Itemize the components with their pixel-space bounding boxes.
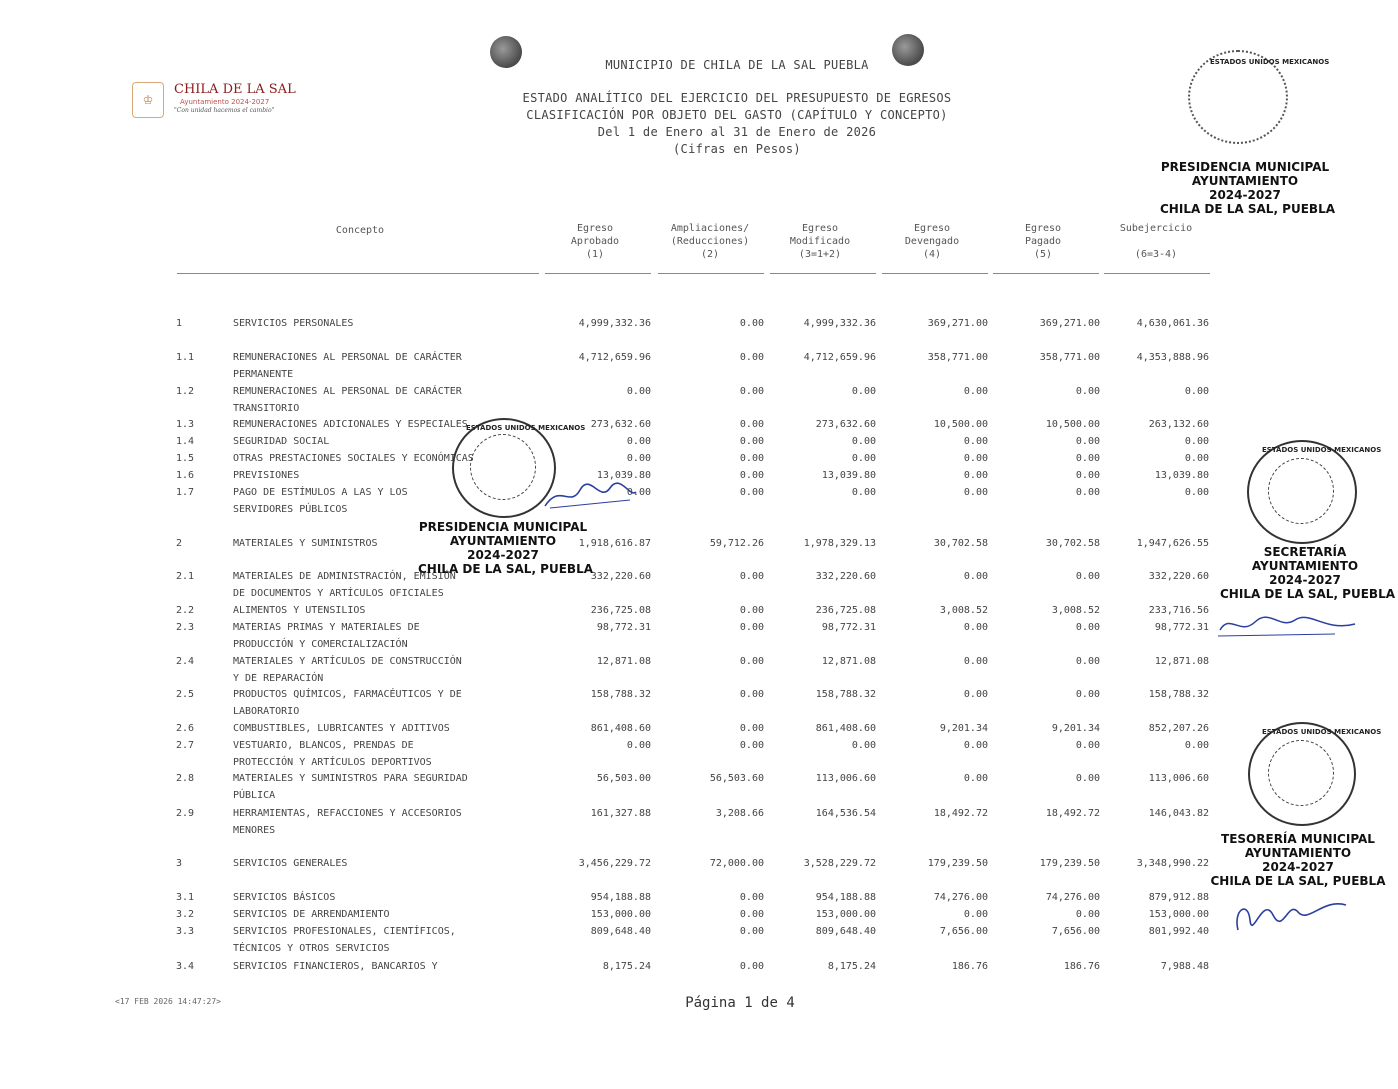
row-modificado: 4,999,332.36 bbox=[803, 318, 876, 329]
row-aprobado: 4,999,332.36 bbox=[578, 318, 651, 329]
row-concept: SERVICIOS FINANCIEROS, BANCARIOS Y bbox=[233, 961, 438, 972]
print-timestamp: <17 FEB 2026 14:47:27> bbox=[115, 997, 221, 1006]
row-subejercicio: 0.00 bbox=[1184, 453, 1209, 464]
row-concept: PRODUCTOS QUÍMICOS, FARMACÉUTICOS Y DE bbox=[233, 689, 462, 700]
col-header-pagado: Egreso Pagado (5) bbox=[1024, 223, 1062, 260]
row-modificado: 164,536.54 bbox=[815, 808, 876, 819]
row-devengado: 0.00 bbox=[963, 773, 988, 784]
row-subejercicio: 4,353,888.96 bbox=[1136, 352, 1209, 363]
tesoreria-seal-eagle bbox=[1268, 740, 1334, 806]
row-aprobado: 12,871.08 bbox=[596, 656, 651, 667]
row-aprobado: 161,327.88 bbox=[590, 808, 651, 819]
row-modificado: 0.00 bbox=[851, 436, 876, 447]
row-aprobado: 236,725.08 bbox=[590, 605, 651, 616]
row-modificado: 13,039.80 bbox=[821, 470, 876, 481]
header-rule-4 bbox=[882, 273, 988, 274]
row-number: 3 bbox=[176, 858, 183, 869]
report-classification: CLASIFICACIÓN POR OBJETO DEL GASTO (CAPÍTULO Y CONCEPTO) bbox=[526, 108, 948, 122]
row-concept: MATERIALES DE ADMINISTRACIÓN, EMISIÓN bbox=[233, 571, 456, 582]
row-devengado: 7,656.00 bbox=[939, 926, 988, 937]
row-pagado: 10,500.00 bbox=[1045, 419, 1100, 430]
page-number: Página 1 de 4 bbox=[685, 995, 795, 1011]
row-modificado: 1,978,329.13 bbox=[803, 538, 876, 549]
row-devengado: 3,008.52 bbox=[939, 605, 988, 616]
row-modificado: 332,220.60 bbox=[815, 571, 876, 582]
row-concept: REMUNERACIONES AL PERSONAL DE CARÁCTER bbox=[233, 386, 462, 397]
row-devengado: 74,276.00 bbox=[933, 892, 988, 903]
row-subejercicio: 801,992.40 bbox=[1148, 926, 1209, 937]
row-number: 2.3 bbox=[176, 622, 195, 633]
row-concept-continued: TÉCNICOS Y OTROS SERVICIOS bbox=[233, 943, 390, 954]
row-modificado: 3,528,229.72 bbox=[803, 858, 876, 869]
row-aprobado: 1,918,616.87 bbox=[578, 538, 651, 549]
row-modificado: 0.00 bbox=[851, 740, 876, 751]
row-ampliaciones: 0.00 bbox=[739, 318, 764, 329]
row-ampliaciones: 0.00 bbox=[739, 453, 764, 464]
row-concept: REMUNERACIONES AL PERSONAL DE CARÁCTER bbox=[233, 352, 462, 363]
row-pagado: 0.00 bbox=[1075, 773, 1100, 784]
row-number: 1.4 bbox=[176, 436, 195, 447]
row-concept-continued: DE DOCUMENTOS Y ARTÍCULOS OFICIALES bbox=[233, 588, 444, 599]
col-header-concepto: Concepto bbox=[335, 225, 385, 236]
row-subejercicio: 158,788.32 bbox=[1148, 689, 1209, 700]
col-header-subejercicio: Subejercicio (6=3-4) bbox=[1119, 223, 1193, 260]
row-modificado: 12,871.08 bbox=[821, 656, 876, 667]
row-pagado: 0.00 bbox=[1075, 571, 1100, 582]
signature-presidency bbox=[540, 478, 640, 518]
row-aprobado: 56,503.00 bbox=[596, 773, 651, 784]
signature-tesoreria bbox=[1228, 890, 1358, 940]
row-ampliaciones: 59,712.26 bbox=[709, 538, 764, 549]
row-aprobado: 0.00 bbox=[626, 386, 651, 397]
row-aprobado: 98,772.31 bbox=[596, 622, 651, 633]
row-subejercicio: 0.00 bbox=[1184, 487, 1209, 498]
row-devengado: 0.00 bbox=[963, 453, 988, 464]
row-concept-continued: SERVIDORES PÚBLICOS bbox=[233, 504, 348, 515]
row-concept-continued: PERMANENTE bbox=[233, 369, 294, 380]
row-concept: SERVICIOS GENERALES bbox=[233, 858, 348, 869]
stamp-secretaria: SECRETARÍA AYUNTAMIENTO 2024-2027 CHILA DE LA SAL, PUEBLA bbox=[1220, 545, 1396, 601]
row-pagado: 0.00 bbox=[1075, 622, 1100, 633]
row-pagado: 186.76 bbox=[1063, 961, 1100, 972]
row-devengado: 0.00 bbox=[963, 740, 988, 751]
row-concept: SERVICIOS PROFESIONALES, CIENTÍFICOS, bbox=[233, 926, 456, 937]
row-aprobado: 861,408.60 bbox=[590, 723, 651, 734]
row-ampliaciones: 0.00 bbox=[739, 571, 764, 582]
row-aprobado: 3,456,229.72 bbox=[578, 858, 651, 869]
row-pagado: 30,702.58 bbox=[1045, 538, 1100, 549]
header-rule-3 bbox=[770, 273, 876, 274]
row-number: 2.4 bbox=[176, 656, 195, 667]
row-number: 1 bbox=[176, 318, 183, 329]
row-modificado: 4,712,659.96 bbox=[803, 352, 876, 363]
row-ampliaciones: 0.00 bbox=[739, 961, 764, 972]
row-concept-continued: PRODUCCIÓN Y COMERCIALIZACIÓN bbox=[233, 639, 408, 650]
stamp-presidency-mid: PRESIDENCIA MUNICIPAL AYUNTAMIENTO 2024-2027 CHILA DE LA SAL, PUEBLA bbox=[418, 520, 594, 576]
report-title: ESTADO ANALÍTICO DEL EJERCICIO DEL PRESUPUESTO DE EGRESOS bbox=[522, 91, 952, 105]
row-subejercicio: 4,630,061.36 bbox=[1136, 318, 1209, 329]
row-concept: SERVICIOS BÁSICOS bbox=[233, 892, 336, 903]
row-pagado: 0.00 bbox=[1075, 487, 1100, 498]
row-ampliaciones: 0.00 bbox=[739, 723, 764, 734]
row-concept: PAGO DE ESTÍMULOS A LAS Y LOS bbox=[233, 487, 408, 498]
row-pagado: 0.00 bbox=[1075, 453, 1100, 464]
row-subejercicio: 12,871.08 bbox=[1154, 656, 1209, 667]
row-devengado: 30,702.58 bbox=[933, 538, 988, 549]
logo-subtitle: Ayuntamiento 2024-2027 bbox=[180, 98, 270, 106]
row-pagado: 74,276.00 bbox=[1045, 892, 1100, 903]
row-modificado: 809,648.40 bbox=[815, 926, 876, 937]
row-aprobado: 0.00 bbox=[626, 487, 651, 498]
row-concept: COMBUSTIBLES, LUBRICANTES Y ADITIVOS bbox=[233, 723, 450, 734]
row-ampliaciones: 0.00 bbox=[739, 352, 764, 363]
row-concept-continued: LABORATORIO bbox=[233, 706, 300, 717]
row-devengado: 0.00 bbox=[963, 386, 988, 397]
row-modificado: 236,725.08 bbox=[815, 605, 876, 616]
row-number: 1.7 bbox=[176, 487, 195, 498]
middle-seal-eagle bbox=[470, 434, 536, 500]
top-seal-text: ESTADOS UNIDOS MEXICANOS bbox=[1210, 58, 1330, 66]
row-devengado: 369,271.00 bbox=[927, 318, 988, 329]
row-ampliaciones: 0.00 bbox=[739, 689, 764, 700]
row-devengado: 0.00 bbox=[963, 487, 988, 498]
row-number: 2.8 bbox=[176, 773, 195, 784]
row-subejercicio: 0.00 bbox=[1184, 436, 1209, 447]
report-period: Del 1 de Enero al 31 de Enero de 2026 bbox=[597, 125, 877, 139]
row-subejercicio: 332,220.60 bbox=[1148, 571, 1209, 582]
header-rule-5 bbox=[993, 273, 1099, 274]
row-aprobado: 809,648.40 bbox=[590, 926, 651, 937]
row-ampliaciones: 0.00 bbox=[739, 909, 764, 920]
row-number: 1.5 bbox=[176, 453, 195, 464]
row-devengado: 18,492.72 bbox=[933, 808, 988, 819]
row-pagado: 0.00 bbox=[1075, 689, 1100, 700]
row-number: 2.9 bbox=[176, 808, 195, 819]
row-number: 3.2 bbox=[176, 909, 195, 920]
row-number: 2.7 bbox=[176, 740, 195, 751]
row-concept-continued: TRANSITORIO bbox=[233, 403, 300, 414]
secretaria-seal-text: ESTADOS UNIDOS MEXICANOS bbox=[1262, 446, 1382, 454]
logo-slogan: "Con unidad hacemos el cambio" bbox=[174, 107, 275, 114]
row-subejercicio: 1,947,626.55 bbox=[1136, 538, 1209, 549]
row-subejercicio: 233,716.56 bbox=[1148, 605, 1209, 616]
row-number: 1.3 bbox=[176, 419, 195, 430]
row-concept: MATERIALES Y SUMINISTROS bbox=[233, 538, 378, 549]
row-number: 2.5 bbox=[176, 689, 195, 700]
row-pagado: 0.00 bbox=[1075, 436, 1100, 447]
col-header-modificado: Egreso Modificado (3=1+2) bbox=[789, 223, 851, 260]
row-modificado: 0.00 bbox=[851, 487, 876, 498]
row-devengado: 0.00 bbox=[963, 436, 988, 447]
row-modificado: 158,788.32 bbox=[815, 689, 876, 700]
row-concept: ALIMENTOS Y UTENSILIOS bbox=[233, 605, 366, 616]
row-devengado: 186.76 bbox=[951, 961, 988, 972]
row-pagado: 0.00 bbox=[1075, 909, 1100, 920]
row-devengado: 9,201.34 bbox=[939, 723, 988, 734]
row-devengado: 0.00 bbox=[963, 909, 988, 920]
signature-secretaria bbox=[1215, 608, 1365, 642]
row-aprobado: 13,039.80 bbox=[596, 470, 651, 481]
row-number: 1.6 bbox=[176, 470, 195, 481]
report-units: (Cifras en Pesos) bbox=[673, 142, 801, 156]
row-modificado: 98,772.31 bbox=[821, 622, 876, 633]
row-aprobado: 273,632.60 bbox=[590, 419, 651, 430]
logo-name: CHILA DE LA SAL bbox=[174, 82, 296, 97]
row-ampliaciones: 0.00 bbox=[739, 436, 764, 447]
row-concept-continued: MENORES bbox=[233, 825, 276, 836]
row-ampliaciones: 0.00 bbox=[739, 656, 764, 667]
row-number: 1.2 bbox=[176, 386, 195, 397]
row-number: 2 bbox=[176, 538, 183, 549]
crown-icon: ♔ bbox=[132, 82, 164, 118]
row-pagado: 18,492.72 bbox=[1045, 808, 1100, 819]
row-pagado: 0.00 bbox=[1075, 740, 1100, 751]
row-concept: MATERIAS PRIMAS Y MATERIALES DE bbox=[233, 622, 420, 633]
row-aprobado: 158,788.32 bbox=[590, 689, 651, 700]
row-ampliaciones: 0.00 bbox=[739, 605, 764, 616]
row-modificado: 8,175.24 bbox=[827, 961, 876, 972]
row-number: 3.4 bbox=[176, 961, 195, 972]
row-aprobado: 4,712,659.96 bbox=[578, 352, 651, 363]
row-concept: HERRAMIENTAS, REFACCIONES Y ACCESORIOS bbox=[233, 808, 462, 819]
row-concept: OTRAS PRESTACIONES SOCIALES Y ECONÓMICAS bbox=[233, 453, 474, 464]
middle-seal-text: ESTADOS UNIDOS MEXICANOS bbox=[466, 424, 586, 432]
row-subejercicio: 852,207.26 bbox=[1148, 723, 1209, 734]
row-concept-continued: PÚBLICA bbox=[233, 790, 276, 801]
row-concept: REMUNERACIONES ADICIONALES Y ESPECIALES bbox=[233, 419, 468, 430]
row-devengado: 0.00 bbox=[963, 470, 988, 481]
row-number: 1.1 bbox=[176, 352, 195, 363]
stamp-presidency-top: PRESIDENCIA MUNICIPAL AYUNTAMIENTO 2024-2027 CHILA DE LA SAL, PUEBLA bbox=[1160, 160, 1336, 216]
row-subejercicio: 0.00 bbox=[1184, 386, 1209, 397]
secretaria-seal-eagle bbox=[1268, 458, 1334, 524]
row-subejercicio: 13,039.80 bbox=[1154, 470, 1209, 481]
row-subejercicio: 879,912.88 bbox=[1148, 892, 1209, 903]
row-modificado: 0.00 bbox=[851, 453, 876, 464]
municipal-logo bbox=[128, 80, 296, 120]
stamp-tesoreria: TESORERÍA MUNICIPAL AYUNTAMIENTO 2024-2027 CHILA DE LA SAL, PUEBLA bbox=[1210, 832, 1386, 888]
row-ampliaciones: 0.00 bbox=[739, 386, 764, 397]
row-aprobado: 153,000.00 bbox=[590, 909, 651, 920]
row-pagado: 0.00 bbox=[1075, 470, 1100, 481]
row-modificado: 273,632.60 bbox=[815, 419, 876, 430]
row-concept: MATERIALES Y ARTÍCULOS DE CONSTRUCCIÓN bbox=[233, 656, 462, 667]
row-number: 2.6 bbox=[176, 723, 195, 734]
row-number: 3.1 bbox=[176, 892, 195, 903]
row-ampliaciones: 0.00 bbox=[739, 740, 764, 751]
row-concept: SERVICIOS PERSONALES bbox=[233, 318, 354, 329]
row-concept-continued: PROTECCIÓN Y ARTÍCULOS DEPORTIVOS bbox=[233, 757, 432, 768]
row-concept: SEGURIDAD SOCIAL bbox=[233, 436, 330, 447]
row-ampliaciones: 56,503.60 bbox=[709, 773, 764, 784]
row-concept-continued: Y DE REPARACIÓN bbox=[233, 673, 324, 684]
row-pagado: 179,239.50 bbox=[1039, 858, 1100, 869]
row-ampliaciones: 0.00 bbox=[739, 892, 764, 903]
row-aprobado: 332,220.60 bbox=[590, 571, 651, 582]
row-modificado: 954,188.88 bbox=[815, 892, 876, 903]
col-header-aprobado: Egreso Aprobado (1) bbox=[570, 223, 620, 260]
row-ampliaciones: 0.00 bbox=[739, 926, 764, 937]
row-pagado: 0.00 bbox=[1075, 386, 1100, 397]
row-aprobado: 8,175.24 bbox=[602, 961, 651, 972]
row-subejercicio: 153,000.00 bbox=[1148, 909, 1209, 920]
row-subejercicio: 3,348,990.22 bbox=[1136, 858, 1209, 869]
header-rule-6 bbox=[1104, 273, 1210, 274]
row-ampliaciones: 72,000.00 bbox=[709, 858, 764, 869]
row-devengado: 0.00 bbox=[963, 622, 988, 633]
row-modificado: 153,000.00 bbox=[815, 909, 876, 920]
row-aprobado: 0.00 bbox=[626, 453, 651, 464]
row-number: 2.1 bbox=[176, 571, 195, 582]
row-devengado: 358,771.00 bbox=[927, 352, 988, 363]
row-number: 2.2 bbox=[176, 605, 195, 616]
row-ampliaciones: 0.00 bbox=[739, 470, 764, 481]
row-modificado: 861,408.60 bbox=[815, 723, 876, 734]
row-subejercicio: 98,772.31 bbox=[1154, 622, 1209, 633]
row-ampliaciones: 0.00 bbox=[739, 419, 764, 430]
row-concept: PREVISIONES bbox=[233, 470, 300, 481]
row-pagado: 3,008.52 bbox=[1051, 605, 1100, 616]
row-ampliaciones: 0.00 bbox=[739, 487, 764, 498]
row-subejercicio: 263,132.60 bbox=[1148, 419, 1209, 430]
header-rule-2 bbox=[658, 273, 764, 274]
report-entity: MUNICIPIO DE CHILA DE LA SAL PUEBLA bbox=[605, 58, 869, 72]
row-devengado: 0.00 bbox=[963, 689, 988, 700]
header-rule-concepto bbox=[177, 273, 539, 274]
row-aprobado: 954,188.88 bbox=[590, 892, 651, 903]
row-aprobado: 0.00 bbox=[626, 436, 651, 447]
row-pagado: 369,271.00 bbox=[1039, 318, 1100, 329]
row-subejercicio: 113,006.60 bbox=[1148, 773, 1209, 784]
row-pagado: 0.00 bbox=[1075, 656, 1100, 667]
col-header-devengado: Egreso Devengado (4) bbox=[904, 223, 960, 260]
col-header-ampliaciones: Ampliaciones/ (Reducciones) (2) bbox=[670, 223, 750, 260]
row-modificado: 0.00 bbox=[851, 386, 876, 397]
header-rule-1 bbox=[545, 273, 651, 274]
row-ampliaciones: 3,208.66 bbox=[715, 808, 764, 819]
row-subejercicio: 7,988.48 bbox=[1160, 961, 1209, 972]
row-devengado: 0.00 bbox=[963, 656, 988, 667]
row-concept: VESTUARIO, BLANCOS, PRENDAS DE bbox=[233, 740, 414, 751]
row-concept: MATERIALES Y SUMINISTROS PARA SEGURIDAD bbox=[233, 773, 468, 784]
row-subejercicio: 0.00 bbox=[1184, 740, 1209, 751]
row-pagado: 9,201.34 bbox=[1051, 723, 1100, 734]
row-number: 3.3 bbox=[176, 926, 195, 937]
row-pagado: 358,771.00 bbox=[1039, 352, 1100, 363]
row-devengado: 179,239.50 bbox=[927, 858, 988, 869]
row-devengado: 0.00 bbox=[963, 571, 988, 582]
row-concept: SERVICIOS DE ARRENDAMIENTO bbox=[233, 909, 390, 920]
row-aprobado: 0.00 bbox=[626, 740, 651, 751]
row-modificado: 113,006.60 bbox=[815, 773, 876, 784]
row-subejercicio: 146,043.82 bbox=[1148, 808, 1209, 819]
row-ampliaciones: 0.00 bbox=[739, 622, 764, 633]
tesoreria-seal-text: ESTADOS UNIDOS MEXICANOS bbox=[1262, 728, 1382, 736]
row-devengado: 10,500.00 bbox=[933, 419, 988, 430]
row-pagado: 7,656.00 bbox=[1051, 926, 1100, 937]
